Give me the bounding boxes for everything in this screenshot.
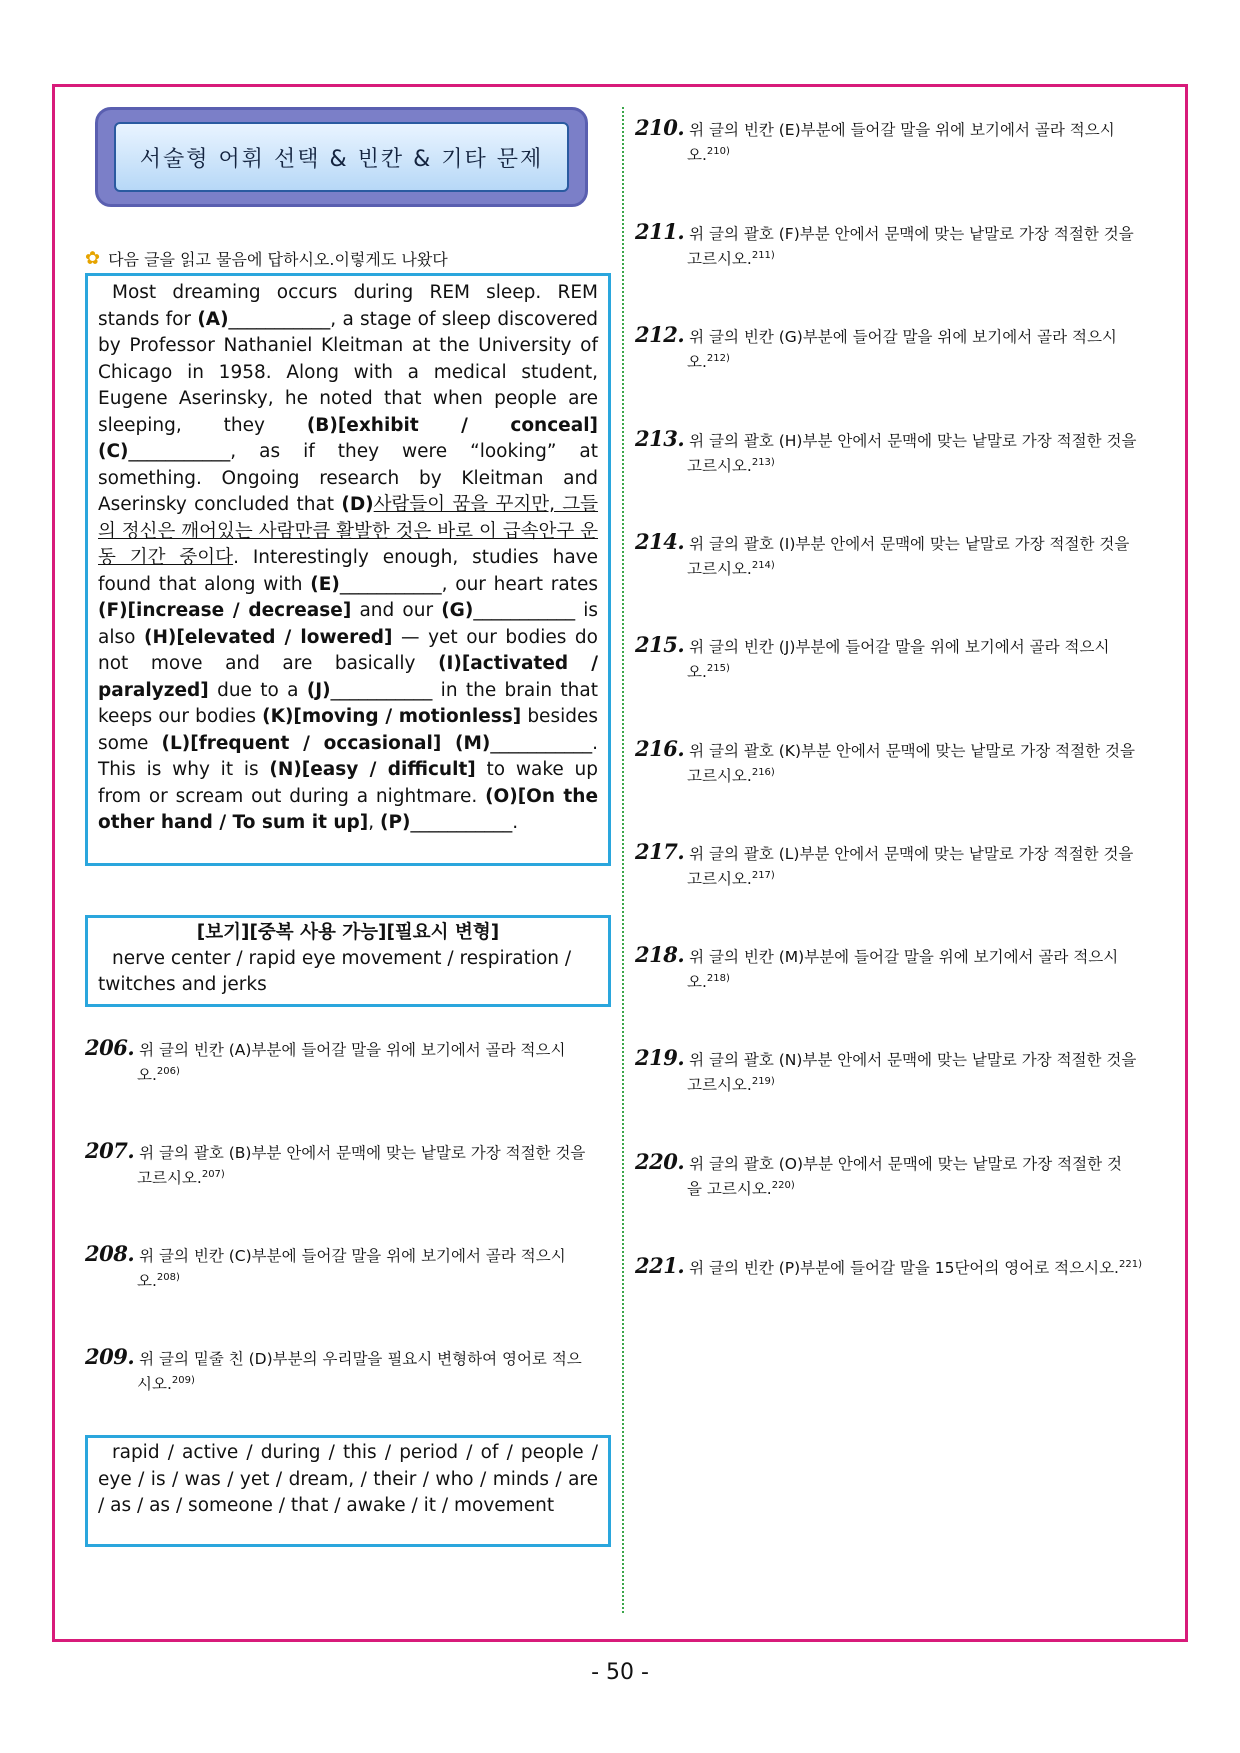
question-text-cont: 오. [687, 146, 707, 165]
passage-segment: ___________. This is why it is [98, 732, 598, 780]
blank-marker: (D) [341, 494, 374, 515]
question-item [635, 1254, 1161, 1279]
blank-marker: (E) [310, 573, 340, 595]
question-number: 210. [635, 115, 685, 140]
question-number: 211. [635, 219, 685, 244]
blank-marker: (K)[moving / motionless] [262, 706, 522, 727]
passage-segment: Most dreaming occurs during REM sleep. REM stands for [98, 282, 598, 330]
passage-segment: ___________ in the brain that keeps our bodies [98, 679, 598, 727]
question-text: 위 글의 빈칸 (C)부분에 들어갈 말을 위에 보기에서 골라 적으시 [134, 1247, 566, 1265]
reading-passage [85, 273, 611, 866]
question-text-cont: 오. [687, 353, 707, 372]
question-text: 위 글의 괄호 (K)부분 안에서 문맥에 맞는 낱말로 가장 적절한 것을 [684, 742, 1135, 760]
blank-marker: (A) [197, 308, 229, 330]
question-text-cont: 을 고르시오. [687, 1180, 772, 1199]
question-text: 위 글의 밑줄 친 (D)부분의 우리말을 필요시 변형하여 영어로 적으 [134, 1350, 582, 1368]
question-number: 216. [635, 736, 685, 761]
question-text: 위 글의 괄호 (H)부분 안에서 문맥에 맞는 낱말로 가장 적절한 것을 [684, 432, 1137, 450]
question-text-cont: 시오. [137, 1375, 172, 1394]
question-item [635, 221, 1161, 270]
passage-segment: ___________, a stage of sleep discovered by Professor Nathaniel Kleitman at the University of Chicago in 1958. Along with a medical student, Eugene Aserinsky, he noted that when people are sleeping, they [98, 308, 598, 436]
question-item [635, 738, 1161, 787]
underlined-korean: 사람들이 꿈을 꾸지만, 그들의 정신은 깨어있는 사람만큼 활발한 것은 바로 이 급속안구 운동 기간 중이다 [98, 494, 599, 568]
question-number: 208. [85, 1241, 135, 1266]
blank-marker: (G) [441, 600, 474, 621]
options-box [85, 915, 611, 1007]
flower-icon: ✿ [85, 248, 101, 269]
footnote-ref: 220) [771, 1180, 795, 1191]
question-text: 위 글의 괄호 (O)부분 안에서 문맥에 맞는 낱말로 가장 적절한 것 [684, 1155, 1123, 1173]
question-item [635, 1047, 1161, 1096]
question-text: 위 글의 괄호 (I)부분 안에서 문맥에 맞는 낱말로 가장 적절한 것을 [684, 535, 1130, 553]
question-text-cont: 오. [687, 663, 707, 682]
question-item [635, 944, 1161, 993]
question-number: 220. [635, 1149, 685, 1174]
passage-segment: ___________, our heart rates [339, 573, 598, 595]
question-number: 221. [635, 1253, 685, 1279]
passage-segment: ___________. [410, 812, 519, 833]
question-text-cont: 고르시오. [687, 250, 752, 269]
question-item [635, 117, 1161, 166]
question-number: 217. [635, 839, 685, 864]
question-item [635, 531, 1161, 580]
blank-marker: (J) [306, 679, 331, 701]
question-text: 위 글의 빈칸 (P)부분에 들어갈 말을 15단어의 영어로 적으시오. [684, 1259, 1119, 1278]
footnote-ref: 213) [751, 457, 775, 468]
footnote-ref: 208) [156, 1272, 180, 1283]
footnote-ref: 207) [201, 1169, 225, 1180]
question-text-cont: 고르시오. [687, 767, 752, 786]
page-frame [52, 84, 1188, 1642]
blank-marker: (F)[increase / decrease] [98, 600, 352, 621]
question-text-cont: 고르시오. [687, 560, 752, 579]
footnote-ref: 206) [156, 1066, 180, 1077]
passage-segment: to wake up from or scream out during a nightmare. [98, 759, 598, 807]
question-text: 위 글의 괄호 (B)부분 안에서 문맥에 맞는 낱말로 가장 적절한 것을 [134, 1144, 586, 1162]
blank-marker: (N)[easy / difficult] [269, 759, 476, 780]
footnote-ref: 221) [1118, 1259, 1142, 1270]
question-text: 위 글의 빈칸 (A)부분에 들어갈 말을 위에 보기에서 골라 적으시 [134, 1041, 566, 1059]
question-item [85, 1346, 611, 1395]
blank-marker: (P) [380, 812, 411, 833]
question-number: 206. [85, 1035, 135, 1060]
passage-segment: . Interestingly enough, studies have found that along with [98, 547, 598, 595]
question-item [635, 428, 1161, 477]
column-divider [622, 107, 624, 1613]
footnote-ref: 215) [706, 663, 730, 674]
passage-text [98, 280, 598, 837]
question-item [85, 1243, 611, 1292]
question-text: 위 글의 빈칸 (G)부분에 들어갈 말을 위에 보기에서 골라 적으시 [684, 328, 1117, 346]
question-number: 218. [635, 942, 685, 967]
question-text-cont: 고르시오. [687, 1076, 752, 1095]
options-title: [보기][중복 사용 가능][필요시 변형] [196, 922, 500, 943]
footnote-ref: 212) [706, 353, 730, 364]
question-item [85, 1037, 611, 1086]
blank-marker: (H)[elevated / lowered] [143, 626, 393, 648]
question-text: 위 글의 괄호 (N)부분 안에서 문맥에 맞는 낱말로 가장 적절한 것을 [684, 1051, 1137, 1069]
footnote-ref: 210) [706, 146, 730, 157]
question-text-cont: 오. [137, 1066, 157, 1085]
question-text-cont: 고르시오. [687, 457, 752, 476]
question-text-cont: 고르시오. [137, 1169, 202, 1188]
passage-segment: due to a [208, 679, 307, 701]
question-number: 212. [635, 322, 685, 347]
footnote-ref: 211) [751, 250, 775, 261]
question-text: 위 글의 빈칸 (M)부분에 들어갈 말을 위에 보기에서 골라 적으시 [684, 948, 1119, 966]
passage-segment: ___________, as if they were “looking” at something. Ongoing research by Kleitman and Aserinsky concluded that [98, 441, 598, 515]
passage-segment: and our [351, 600, 442, 621]
passage-segment: besides some [98, 706, 598, 754]
blank-marker: (B)[exhibit / conceal] (C) [98, 414, 598, 462]
question-number: 219. [635, 1045, 685, 1070]
question-number: 209. [85, 1344, 135, 1369]
question-text: 위 글의 괄호 (F)부분 안에서 문맥에 맞는 낱말로 가장 적절한 것을 [684, 225, 1134, 243]
question-item [635, 1151, 1161, 1200]
question-text: 위 글의 괄호 (L)부분 안에서 문맥에 맞는 낱말로 가장 적절한 것을 [684, 845, 1134, 863]
footnote-ref: 214) [751, 560, 775, 571]
question-text: 위 글의 빈칸 (J)부분에 들어갈 말을 위에 보기에서 골라 적으시 [684, 638, 1110, 656]
question-number: 207. [85, 1138, 135, 1163]
page-number: - 50 - [591, 1660, 649, 1685]
section-banner [95, 107, 588, 207]
passage-segment: ___________ is also [98, 600, 598, 648]
passage-segment: , [368, 812, 381, 833]
section-title: 서술형 어휘 선택 & 빈칸 & 기타 문제 [114, 122, 569, 192]
question-text-cont: 고르시오. [687, 870, 752, 889]
question-item [635, 634, 1161, 683]
question-text: 위 글의 빈칸 (E)부분에 들어갈 말을 위에 보기에서 골라 적으시 [684, 121, 1115, 139]
word-bank-box: rapid / active / during / this / period / of / people / eye / is / was / yet / dream, / their / who / minds / are / as / as / someone / that / awake / it / movement [85, 1435, 611, 1547]
question-text-cont: 오. [137, 1272, 157, 1291]
question-item [635, 841, 1161, 890]
question-item [85, 1140, 611, 1189]
footnote-ref: 219) [751, 1076, 775, 1087]
footnote-ref: 216) [751, 767, 775, 778]
question-item [635, 324, 1161, 373]
blank-marker: (L)[frequent / occasional] (M) [161, 732, 491, 754]
blank-marker: (O)[On the other hand / To sum it up] [98, 785, 598, 833]
footnote-ref: 209) [171, 1375, 195, 1386]
question-number: 213. [635, 426, 685, 451]
question-number: 214. [635, 529, 685, 554]
instruction [85, 247, 605, 270]
blank-marker: (I)[activated / paralyzed] [98, 653, 598, 701]
instruction-text: 다음 글을 읽고 물음에 답하시오.이렇게도 나왔다 [108, 250, 448, 269]
question-text-cont: 오. [687, 973, 707, 992]
question-number: 215. [635, 632, 685, 657]
footnote-ref: 217) [751, 870, 775, 881]
passage-segment: — yet our bodies do not move and are basically [98, 626, 598, 674]
options-list: nerve center / rapid eye movement / respiration / twitches and jerks [98, 948, 572, 995]
footnote-ref: 218) [706, 973, 730, 984]
